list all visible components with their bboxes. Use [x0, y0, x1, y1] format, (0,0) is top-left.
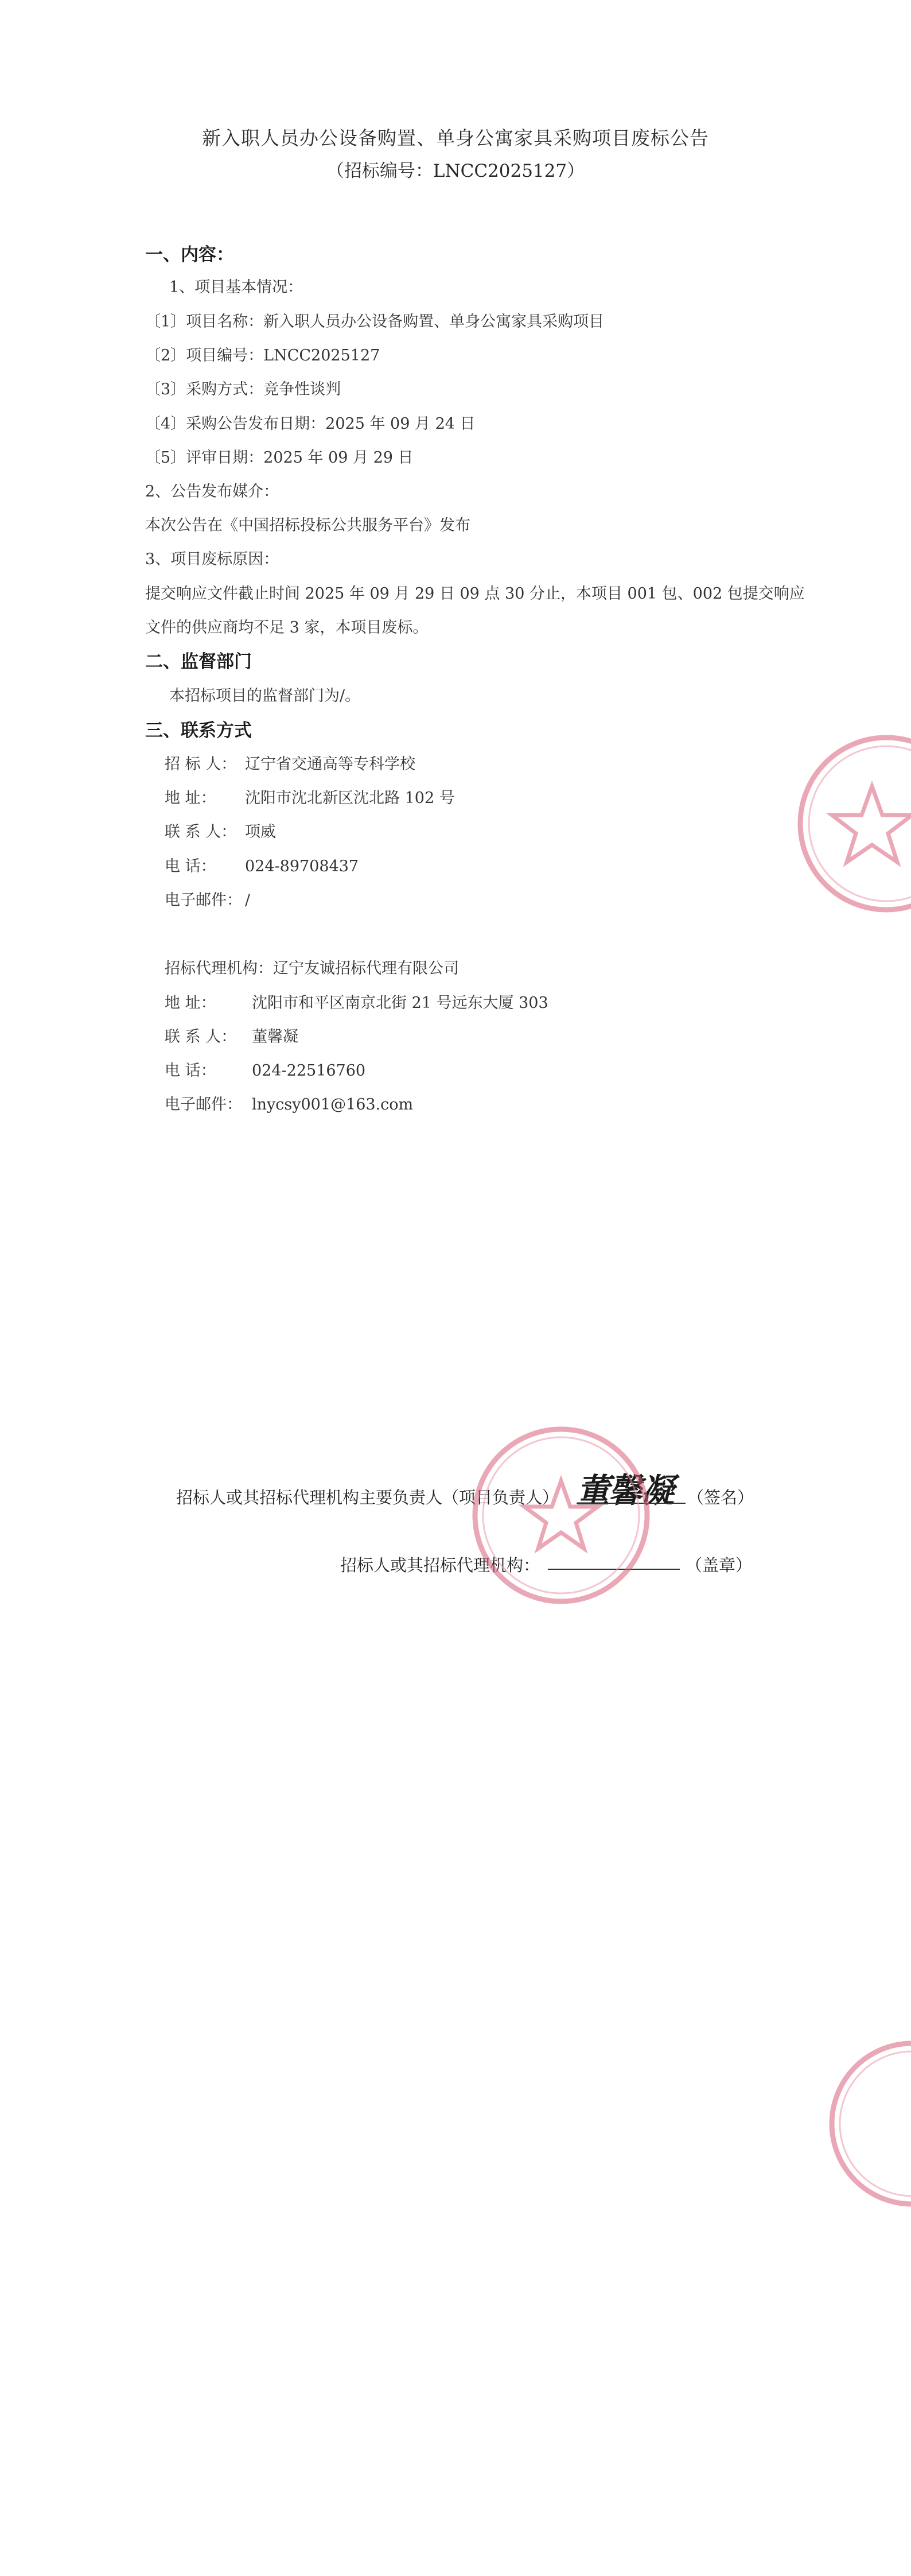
tenderer-address-row — [165, 785, 455, 808]
document-title: 新入职人员办公设备购置、单身公寓家具采购项目废标公告 — [202, 127, 709, 149]
agency-contact: 董馨凝 — [252, 1028, 298, 1046]
cancel-reason-text-2: 文件的供应商均不足 3 家，本项目废标。 — [145, 619, 429, 637]
tenderer-address-label: 地 址： — [165, 789, 216, 807]
supervision-text: 本招标项目的监督部门为/。 — [169, 687, 361, 705]
procurement-method-line: 〔3〕采购方式：竞争性谈判 — [145, 381, 341, 398]
section-heading-supervision: 二、监督部门 — [145, 651, 252, 672]
agency-phone-label: 电 话： — [165, 1062, 216, 1080]
tenderer-contact-row — [165, 819, 276, 841]
tender-number: （招标编号：LNCC2025127） — [326, 161, 585, 181]
announcement-date-line: 〔4〕采购公告发布日期：2025 年 09 月 24 日 — [145, 415, 476, 433]
project-number-line: 〔2〕项目编号：LNCC2025127 — [145, 347, 380, 364]
agency-phone-row — [165, 1058, 365, 1080]
agency-address-row — [165, 990, 548, 1012]
signature-line-1-prefix: 招标人或其招标代理机构主要负责人（项目负责人） — [176, 1488, 559, 1507]
section-heading-content: 一、内容： — [145, 245, 234, 265]
tenderer-phone-row — [165, 854, 359, 876]
signature-line-1-suffix: （签名） — [687, 1488, 754, 1507]
tenderer-name-label: 招 标 人： — [165, 755, 237, 773]
tenderer-phone-label: 电 话： — [165, 858, 216, 875]
project-basic-info-title: 1、项目基本情况： — [169, 278, 303, 296]
agency-contact-row — [165, 1024, 298, 1046]
cancel-reason-title: 3、项目废标原因： — [145, 550, 279, 568]
tenderer-seal-stamp — [780, 723, 911, 924]
handwritten-signature: 董馨凝 — [577, 1471, 673, 1510]
agency-address: 沈阳市和平区南京北街 21 号远东大厦 303 — [252, 994, 548, 1012]
agency-name-row — [165, 956, 459, 978]
section-heading-contact: 三、联系方式 — [145, 720, 252, 741]
agency-email: lnycsy001@163.com — [252, 1096, 414, 1114]
signature-line-2-prefix: 招标人或其招标代理机构： — [340, 1555, 540, 1575]
tenderer-contact: 项威 — [245, 823, 276, 841]
tenderer-name: 辽宁省交通高等专科学校 — [245, 755, 415, 773]
agency-name-label: 招标代理机构： — [165, 960, 273, 977]
media-text: 本次公告在《中国招标投标公共服务平台》发布 — [145, 517, 470, 534]
review-date-line: 〔5〕评审日期：2025 年 09 月 29 日 — [145, 449, 414, 467]
edge-seal-stamp — [820, 2032, 911, 2216]
tenderer-address: 沈阳市沈北新区沈北路 102 号 — [245, 789, 455, 807]
cancel-reason-text-1: 提交响应文件截止时间 2025 年 09 月 29 日 09 点 30 分止，本项目 001 包、002 包提交响应 — [145, 585, 805, 603]
tenderer-email-row — [165, 887, 250, 910]
agency-email-row — [165, 1092, 413, 1114]
tenderer-email: / — [245, 891, 251, 909]
signature-line-2-suffix: （盖章） — [686, 1555, 753, 1575]
agency-email-label: 电子邮件： — [165, 1096, 242, 1114]
tenderer-phone: 024-89708437 — [245, 858, 359, 875]
agency-address-label: 地 址： — [165, 994, 216, 1012]
agency-phone: 024-22516760 — [252, 1062, 366, 1080]
project-name-line: 〔1〕项目名称：新入职人员办公设备购置、单身公寓家具采购项目 — [145, 313, 605, 331]
media-title: 2、公告发布媒介： — [145, 483, 279, 501]
tenderer-name-row — [165, 751, 415, 774]
agency-seal-stamp — [464, 1418, 659, 1613]
agency-contact-label: 联 系 人： — [165, 1028, 237, 1046]
tenderer-email-label: 电子邮件： — [165, 891, 242, 909]
tenderer-contact-label: 联 系 人： — [165, 823, 237, 841]
agency-name: 辽宁友诚招标代理有限公司 — [273, 960, 459, 977]
